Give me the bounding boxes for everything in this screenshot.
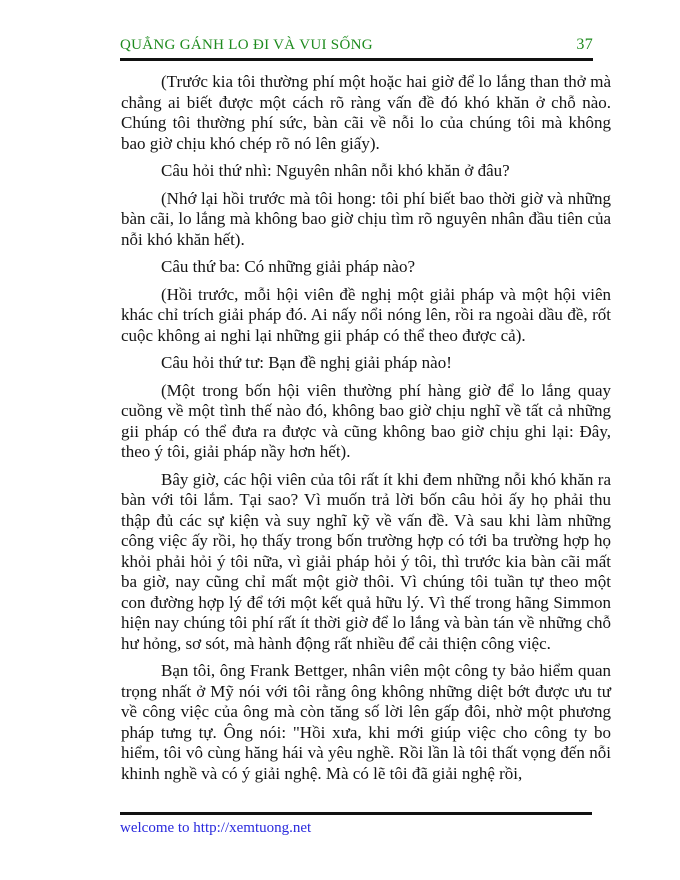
running-title: QUẲNG GÁNH LO ĐI VÀ VUI SỐNG [120,37,373,53]
page-number: 37 [576,36,593,53]
page-body [121,72,611,791]
body-paragraph: (Hồi trước, mỗi hội viên đề nghị một giải pháp và một hội viên khác chỉ trích giải pháp đó. Ai nấy nổi nóng lên, rồi ra ngoài dầu đề, rốt cuộc không ai nghi lại những gii pháp có thể theo được cả). [121,284,611,345]
body-paragraph: Bây giờ, các hội viên của tôi rất ít khi đem những nỗi khó khăn ra bàn với tôi lắm. Tại sao? Vì muốn trả lời bốn câu hỏi ấy họ phải thu thập đủ các sự kiện và suy nghĩ kỹ về vấn đề. Và sau khi làm những công việc ấy rồi, họ thấy trong bốn trường hợp có tới ba trường hợp họ khỏi phải hỏi ý tôi nữa, vì giải pháp hỏi ý tôi, thì trước kia bàn cãi mất ba giờ, nay cũng chỉ mất một giờ thôi. Vì chúng tôi tuần tự theo một con đường hợp lý để tới một kết quả hữu lý. Vì thế trong hãng Simmon hiện nay chúng tôi phí rất ít thời giờ để lo lắng và bàn tán về những chỗ hư hỏng, sơ sót, mà hành động rất nhiều để cải thiện công việc. [121,469,611,653]
page-header [120,36,593,61]
body-paragraph: Bạn tôi, ông Frank Bettger, nhân viên một công ty bảo hiểm quan trọng nhất ở Mỹ nói với tôi rằng ông không những diệt bớt được ưu tư về công việc của ông mà còn tăng số lời lên gấp đôi, nhờ một phương pháp tưng tự. Ông nói: "Hồi xưa, khi mới giúp việc cho công ty bo hiểm, tôi vô cùng hăng hái và yêu nghề. Rồi lần là tôi thất vọng đến nỗi khinh nghề và có ý giải nghệ. Mà có lẽ tôi đã giải nghệ rồi, [121,661,611,783]
body-paragraph: Câu hỏi thứ tư: Bạn đề nghị giải pháp nào! [161,353,452,372]
body-paragraph: (Nhớ lại hồi trước mà tôi hong: tôi phí biết bao thời giờ và những bàn cãi, lo lắng mà không bao giờ chịu tìm rõ nguyên nhân đầu tiên của nỗi khó khăn hết). [121,188,611,249]
body-paragraph: Câu hỏi thứ nhì: Nguyên nhân nỗi khó khăn ở đâu? [161,161,510,180]
footer-website-link[interactable]: welcome to http://xemtuong.net [120,820,312,836]
body-paragraph: Câu thứ ba: Có những giải pháp nào? [161,257,416,276]
body-paragraph: (Trước kia tôi thường phí một hoặc hai giờ để lo lắng than thở mà chẳng ai biết được một cách rõ ràng vấn đề đó khó khăn ở chỗ nào. Chúng tôi thường phí sức, bàn cãi về nỗi lo của chúng tôi mà không bao giờ chịu khó chép rõ nó lên giấy). [121,72,611,153]
body-paragraph: (Một trong bốn hội viên thường phí hàng giờ để lo lắng quay cuồng về một tình thế nào đó, không bao giờ chịu nghĩ về tất cả những gii pháp có thể đưa ra được và cũng không bao giờ chịu ghi lại: Đây, theo ý tôi, giải pháp nầy hơn hết). [121,380,611,461]
page-footer [120,812,592,837]
